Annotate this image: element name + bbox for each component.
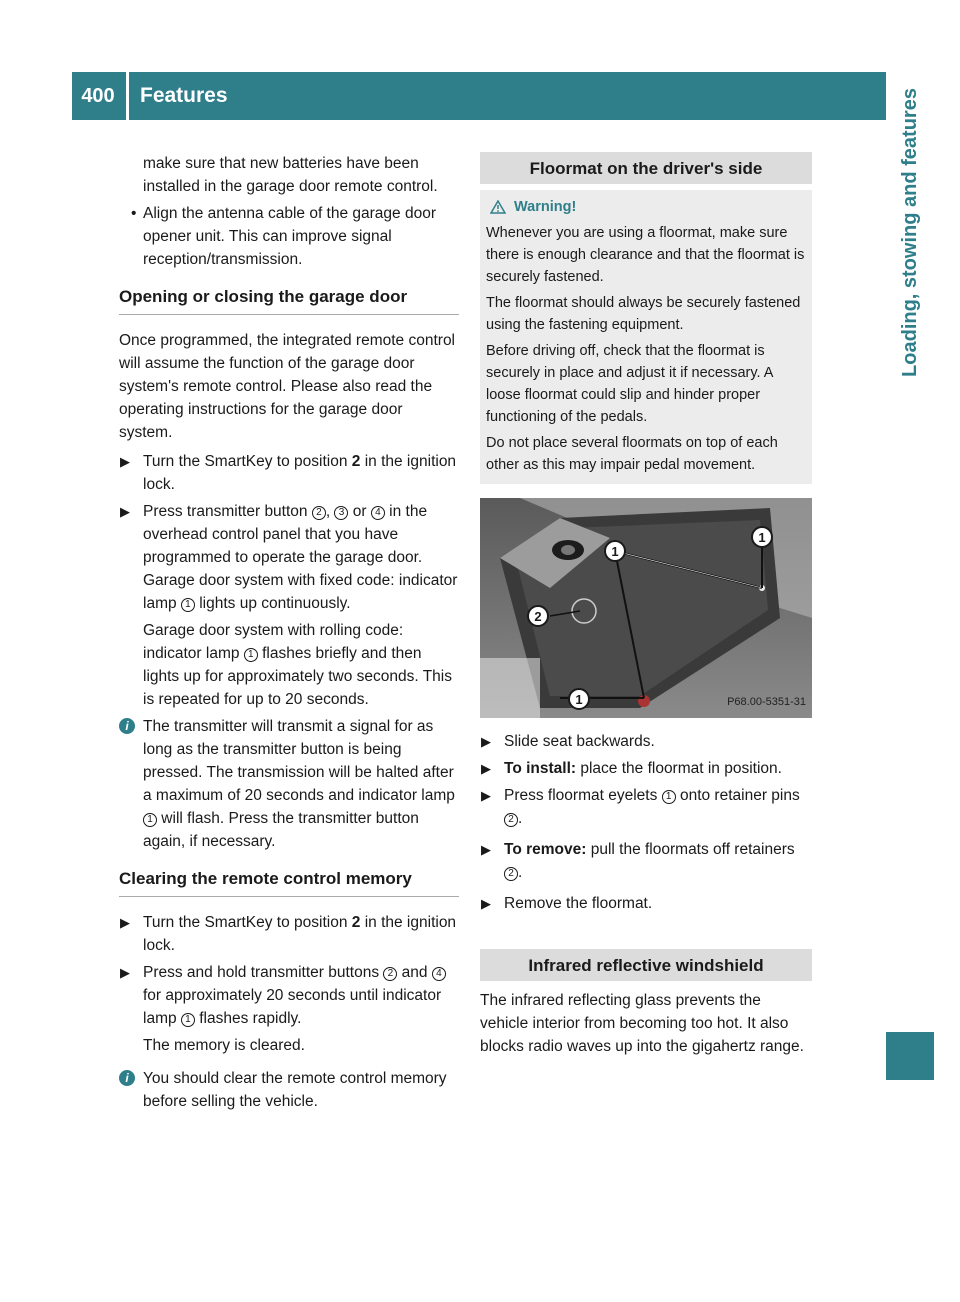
page-number: 400 [81,84,115,107]
paragraph-programmed: Once programmed, the integrated remote control will assume the function of the garage door system's remote control. Please also read the operating instructions for the garage door system. [119,332,456,441]
step-item [119,450,459,496]
step-text: flashes rapidly. [194,1010,302,1027]
step-text: and [397,964,432,981]
section-floormat: Floormat on the driver's side [480,152,812,184]
step-text: in the ignition lock. [143,453,457,493]
arrow-step-icon: ▶ [120,454,130,469]
number-marker: 2 [504,867,518,881]
info-icon: i [119,718,135,734]
paragraph-infrared: The infrared reflecting glass prevents the vehicle interior from becoming too hot. It also blocks radio waves up into the gigahertz range. [480,992,804,1055]
number-marker: 1 [181,598,195,612]
step-text: , [325,503,335,520]
callout-eyelet: 1 [751,526,773,548]
step-text: pull the floormats off retainers [586,841,795,858]
number-marker: 2 [312,506,326,520]
left-column [119,152,459,1117]
arrow-step-icon: ▶ [120,504,130,519]
step-item [119,500,459,711]
step-item [119,911,459,957]
step-text: . [518,864,523,881]
step-text: Turn the SmartKey to position [143,453,352,470]
page-header [72,72,886,120]
step-text: for approximately 20 seconds until indicator lamp [143,987,442,1027]
floormat-figure [480,498,812,718]
step-text: Garage door system with rolling code: indicator lamp [143,622,404,662]
step-text: or [348,503,371,520]
step-text: lights up continuously. [194,595,351,612]
arrow-step-icon: ▶ [481,734,491,749]
header-divider [126,72,129,120]
side-tab-label: Loading, stowing and features [898,87,921,377]
step-text: Press transmitter button [143,503,312,520]
warning-label: Warning! [514,199,577,215]
right-column [480,152,812,1058]
info-note [119,1067,459,1113]
step-item [480,838,812,884]
callout-eyelet: 1 [568,688,590,710]
number-marker: 2 [504,813,518,827]
position-value: 2 [351,453,361,470]
step-text: place the floormat in position. [576,760,782,777]
info-text: You should clear the remote control memory before selling the vehicle. [143,1070,447,1110]
number-marker: 4 [432,967,446,981]
number-marker: 2 [383,967,397,981]
arrow-step-icon: ▶ [481,788,491,803]
side-block [886,1032,934,1080]
intro-line-1: make sure that new batteries have been [143,155,419,172]
warning-paragraph: The floormat should always be securely fastened using the fastening equipment. [486,295,801,333]
arrow-step-icon: ▶ [481,896,491,911]
bullet-text: Align the antenna cable of the garage door opener unit. This can improve signal reception/transmission. [143,205,437,268]
header-title: Features [140,84,228,107]
warning-paragraph: Whenever you are using a floormat, make sure there is enough clearance and that the floormat is securely fastened. [486,225,805,285]
warning-title [486,196,806,218]
heading-clearing-memory: Clearing the remote control memory [119,861,459,897]
info-text: The transmitter will transmit a signal for as long as the transmitter button is being pressed. The transmission will be halted after a maximum of 20 seconds and indicator lamp [143,718,455,804]
warning-paragraph: Before driving off, check that the floormat is securely in place and adjust it if necessary. A loose floormat could slip and hinder proper functioning of the pedals. [486,343,773,425]
bullet-item [119,202,459,271]
step-text: Slide seat backwards. [504,733,655,750]
step-text: Remove the floormat. [504,895,653,912]
step-item [480,730,812,753]
intro-line-2: installed in the garage door remote control. [143,178,438,195]
callout-eyelet: 1 [604,540,626,562]
number-marker: 3 [334,506,348,520]
step-text: onto retainer pins [675,787,800,804]
arrow-step-icon: ▶ [481,842,491,857]
info-icon: i [119,1070,135,1086]
arrow-step-icon: ▶ [120,965,130,980]
number-marker: 4 [371,506,385,520]
number-marker: 1 [244,648,258,662]
heading-opening-closing: Opening or closing the garage door [119,279,459,315]
step-text: Press floormat eyelets [504,787,662,804]
step-item [480,784,812,830]
step-text: Press and hold transmitter buttons [143,964,384,981]
step-text: . [518,810,523,827]
side-tab [886,72,934,1032]
warning-box [480,190,812,484]
step-text: in the overhead control panel that you have programmed to operate the garage door. Garage door system with fixed code: indicator lamp [143,503,458,612]
step-text: flashes briefly and then lights up for approximately two seconds. This is repeated for up to 20 seconds. [143,645,453,708]
arrow-step-icon: ▶ [120,915,130,930]
number-marker: 1 [143,813,157,827]
step-item [480,892,812,915]
figure-code: P68.00-5351-31 [727,696,806,708]
position-value: 2 [351,914,361,931]
step-continuation [143,619,459,711]
step-bold-label: To install: [504,760,577,777]
step-text: in the ignition lock. [143,914,457,954]
warning-paragraph: Do not place several floormats on top of each other as this may impair pedal movement. [486,435,778,473]
info-note [119,715,459,853]
step-item [480,757,812,780]
step-bold-label: To remove: [504,841,587,858]
step-result: The memory is cleared. [143,1037,305,1054]
step-item [119,961,459,1057]
warning-triangle-icon [490,200,506,214]
bullet-icon: • [131,205,137,222]
side-tab-text-wrap [886,0,934,712]
arrow-step-icon: ▶ [481,761,491,776]
number-marker: 1 [662,790,676,804]
callout-retainer-pin: 2 [527,605,549,627]
info-text: will flash. Press the transmitter button again, if necessary. [143,810,419,850]
number-marker: 1 [181,1013,195,1027]
step-text: Turn the SmartKey to position [143,914,352,931]
section-infrared: Infrared reflective windshield [480,949,812,981]
